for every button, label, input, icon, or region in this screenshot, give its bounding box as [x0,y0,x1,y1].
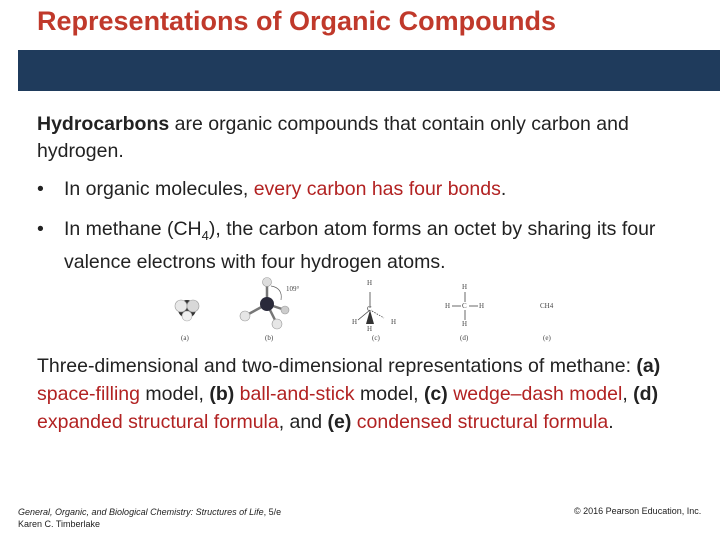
atom-label-h: H [391,318,397,326]
caption-text: model, [354,383,424,405]
caption-label-b: (b) [209,383,235,405]
atom-label-h: H [479,302,485,310]
caption-label-a: (a) [636,355,661,377]
space-filling-model-image [172,296,202,322]
figure-label-e: (e) [543,334,551,342]
subscript: 4 [201,227,209,243]
caption-term-b: ball-and-stick [239,383,355,405]
caption-term-e: condensed structural formula [356,411,609,433]
book-author: Karen C. Timberlake [18,519,101,529]
figure-label-a: (a) [181,334,189,342]
caption-term-d: expanded structural formula [37,411,279,433]
bullet-text-part: In methane (CH [64,218,202,240]
figure-caption [37,352,697,436]
bullet-text-part: ), the carbon atom forms an octet by sharing its four valence electrons with four hydrogen atoms. [64,218,656,273]
bullet-text-part: In organic molecules, [64,178,254,200]
bullet-dot: • [37,218,44,240]
term-hydrocarbons: Hydrocarbons [37,113,170,135]
footer-copyright: © 2016 Pearson Education, Inc. [574,506,702,516]
caption-term-a: space-filling [37,383,140,405]
atom-label-h: H [462,283,468,291]
caption-text: , and [278,411,328,433]
bullet-dot: • [37,178,44,200]
atom-label-h: H [445,302,451,310]
methane-representations-figure [160,274,560,344]
caption-label-c: (c) [423,383,448,405]
bond-angle-label: 109° [286,285,300,293]
atom-label-c: C [462,302,467,310]
condensed-formula: CH4 [540,302,554,310]
bullet-text [64,176,714,203]
caption-text: , [622,383,634,405]
caption-text: model, [139,383,210,405]
slide-title: Representations of Organic Compounds [37,6,557,36]
caption-label-d: (d) [633,383,659,405]
atom-label-h: H [462,320,468,328]
intro-paragraph [37,111,687,165]
atom-label-h: H [352,318,358,326]
atom-label-c: C [367,305,372,313]
book-title: General, Organic, and Biological Chemistry: Structures of Life [18,507,264,517]
caption-text: . [608,411,614,433]
book-edition: , 5/e [263,507,282,517]
atom-label-h: H [367,325,373,333]
figure-label-c: (c) [372,334,380,342]
caption-term-c: wedge–dash model [453,383,623,405]
figure-label-b: (b) [265,334,274,342]
intro-rest: are organic compounds that contain only carbon and hydrogen. [37,113,629,162]
atom-label-h: H [367,279,373,287]
bullet-text [64,216,714,276]
caption-text: Three-dimensional and two-dimensional representations of methane: [37,355,637,377]
footer-citation [18,506,281,530]
title-bar [18,50,720,91]
caption-label-e: (e) [327,411,352,433]
bullet-text-part: . [500,178,507,200]
figure-label-d: (d) [460,334,469,342]
bullet-highlight: every carbon has four bonds [253,178,501,200]
